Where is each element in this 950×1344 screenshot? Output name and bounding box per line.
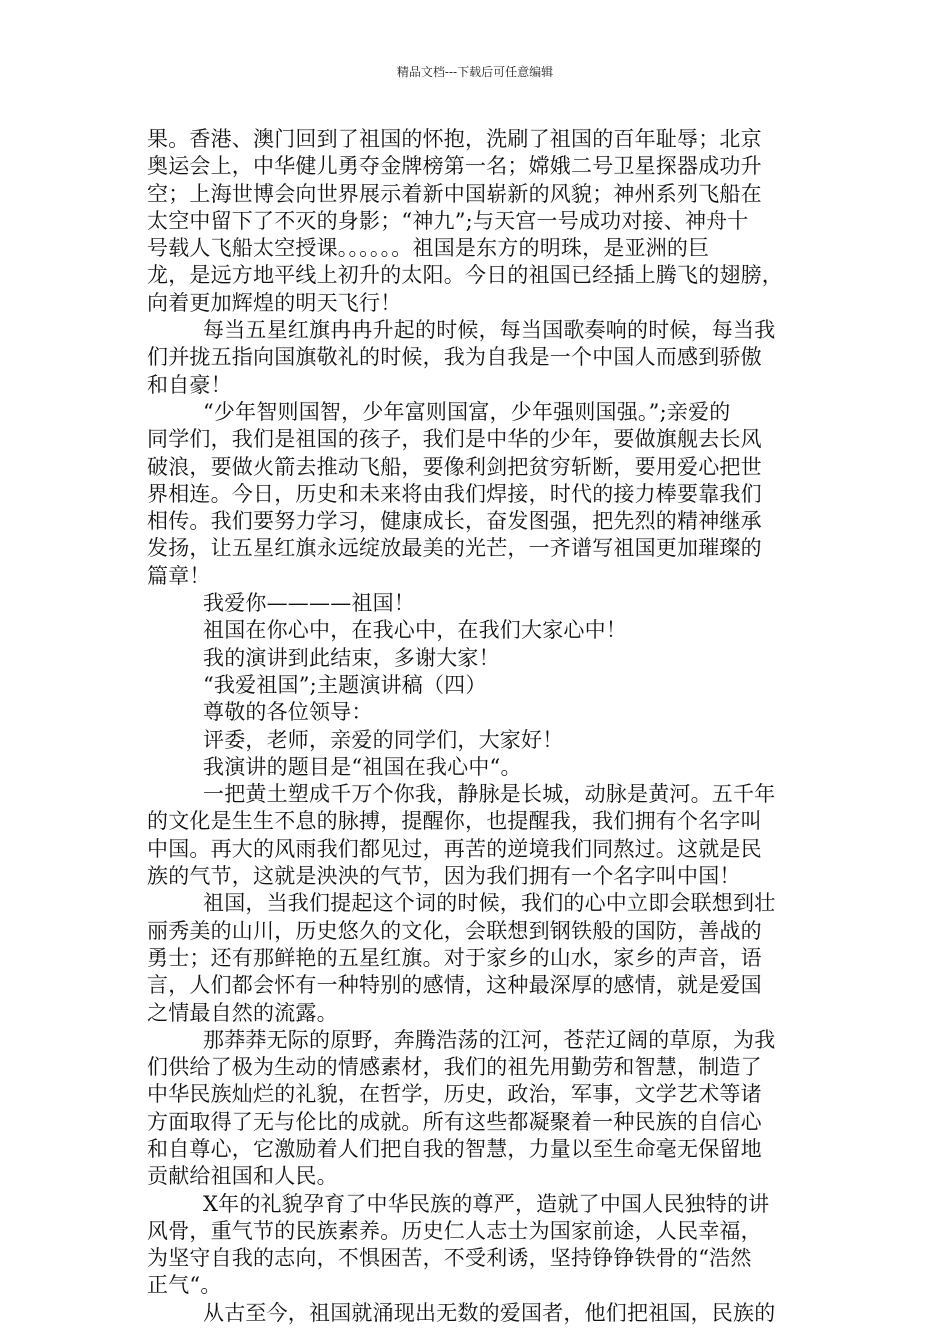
text-line: 一把黄土塑成千万个你我，静脉是长城，动脉是黄河。五千年 [203,782,776,807]
text-line: 我演讲的题目是“祖国在我心中“。 [203,754,522,779]
text-line: 贡献给祖国和人民。 [147,1164,338,1189]
text-line: 篇章！ [147,563,211,588]
text-line: 奥运会上，中华健儿勇夺金牌榜第一名；嫦娥二号卫星探器成功升 [147,154,762,179]
text-line: 和自豪！ [147,372,232,397]
text-line: 龙，是远方地平线上初升的太阳。今日的祖国已经插上腾飞的翅膀， [147,263,783,288]
text-line: X年的礼貌孕育了中华民族的尊严，造就了中国人民独特的讲 [203,1191,770,1216]
text-line: 太空中留下了不灭的身影；“神九”;与天宫一号成功对接、神舟十 [147,208,749,233]
text-line: “我爱祖国”;主题演讲稿（四） [203,672,487,697]
text-line: 言，人们都会怀有一种特别的感情，这种最深厚的感情，就是爱国 [147,973,762,998]
text-line: 评委，老师，亲爱的同学们，大家好！ [203,727,564,752]
text-line: 发扬，让五星红旗永远绽放最美的光芒，一齐谱写祖国更加璀璨的 [147,536,762,561]
text-line: 风骨，重气节的民族素养。历史仁人志士为国家前途，人民幸福， [147,1218,762,1243]
text-line: 同学们，我们是祖国的孩子，我们是中华的少年，要做旗舰去长风 [147,427,762,452]
text-line: 祖国在你心中，在我心中，在我们大家心中！ [203,618,627,643]
text-line: 尊敬的各位领导： [203,700,373,725]
text-line: 们并拢五指向国旗敬礼的时候，我为自我是一个中国人而感到骄傲 [147,345,762,370]
text-line: 丽秀美的山川，历史悠久的文化，会联想到钢铁般的国防，善战的 [147,918,762,943]
text-line: 空；上海世博会向世界展示着新中国崭新的风貌；神州系列飞船在 [147,181,762,206]
text-line: “少年智则国智，少年富则国富，少年强则国强。”;亲爱的 [203,399,731,424]
text-line: 方面取得了无与伦比的成就。所有这些都凝聚着一种民族的自信心 [147,1109,762,1134]
text-line: 正气“。 [147,1273,222,1298]
text-line: 中华民族灿烂的礼貌，在哲学，历史，政治，军事，文学艺术等诸 [147,1082,762,1107]
text-line: 和自尊心，它激励着人们把自我的智慧，力量以至生命毫无保留地 [147,1136,762,1161]
text-line: 中国。再大的风雨我们都见过，再苦的逆境我们同熬过。这就是民 [147,836,762,861]
text-line: 那莽莽无际的原野，奔腾浩荡的江河，苍茫辽阔的草原，为我 [203,1027,776,1052]
text-line: 为坚守自我的志向，不惧困苦，不受利诱，坚持铮铮铁骨的“浩然 [147,1246,752,1271]
text-line: 的文化是生生不息的脉搏，提醒你，也提醒我，我们拥有个名字叫 [147,809,762,834]
text-line: 号载人飞船太空授课。。。。。。祖国是东方的明珠，是亚洲的巨 [147,236,710,261]
text-line: 破浪，要做火箭去推动飞船，要像利剑把贫穷斩断，要用爱心把世 [147,454,762,479]
page-header: 精品文档---下载后可任意编辑 [396,65,554,79]
text-line: 向着更加辉煌的明天飞行！ [147,290,402,315]
document-body [147,126,827,1327]
text-line: 每当五星红旗冉冉升起的时候，每当国歌奏响的时候，每当我 [203,318,776,343]
text-line: 勇士；还有那鲜艳的五星红旗。对于家乡的山水，家乡的声音，语 [147,945,762,970]
text-line: 之情最自然的流露。 [147,1000,338,1025]
text-line: 界相连。今日，历史和未来将由我们焊接，时代的接力棒要靠我们 [147,481,762,506]
text-line: 们供给了极为生动的情感素材，我们的祖先用勤劳和智慧，制造了 [147,1055,762,1080]
text-line: 族的气节，这就是泱泱的气节，因为我们拥有一个名字叫中国！ [147,864,741,889]
text-line: 果。香港、澳门回到了祖国的怀抱，洗刷了祖国的百年耻辱；北京 [147,127,762,151]
text-line: 从古至今，祖国就涌现出无数的爱国者，他们把祖国，民族的 [203,1300,776,1325]
text-line: 相传。我们要努力学习，健康成长，奋发图强，把先烈的精神继承 [147,509,762,534]
text-line: 祖国，当我们提起这个词的时候，我们的心中立即会联想到壮 [203,891,776,916]
text-line: 我的演讲到此结束，多谢大家！ [203,645,500,670]
text-line: 我爱你————祖国！ [203,591,415,616]
